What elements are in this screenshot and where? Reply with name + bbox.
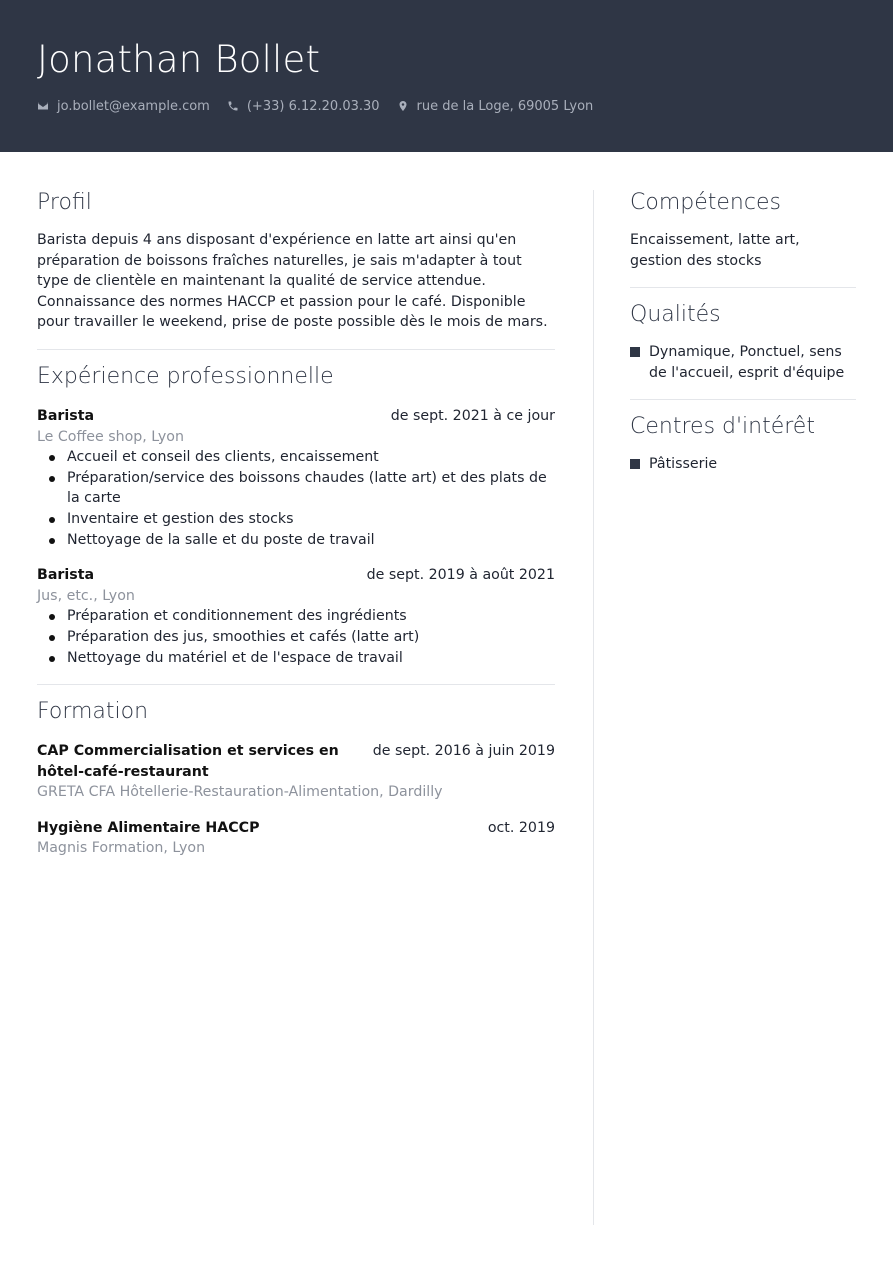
job-title: Barista bbox=[37, 567, 95, 584]
education-section bbox=[37, 697, 555, 859]
degree-date: oct. 2019 bbox=[487, 819, 555, 836]
job-date: de sept. 2021 à ce jour bbox=[390, 407, 555, 424]
section-divider bbox=[630, 399, 856, 400]
contact-bar bbox=[37, 96, 610, 116]
interest-item: Pâtisserie bbox=[630, 454, 856, 475]
task-item: Inventaire et gestion des stocks bbox=[37, 509, 555, 530]
contact-address bbox=[397, 99, 594, 114]
contact-address-text: rue de la Loge, 69005 Lyon bbox=[416, 98, 594, 114]
experience-entry bbox=[37, 406, 555, 550]
education-entry bbox=[37, 741, 555, 803]
task-item: Préparation/service des boissons chaudes (latte art) et des plats de la carte bbox=[37, 468, 555, 509]
interests-heading: Centres d'intérêt bbox=[630, 414, 815, 440]
qualities-list bbox=[630, 342, 856, 383]
task-item: Préparation des jus, smoothies et cafés (latte art) bbox=[37, 627, 555, 648]
side-column bbox=[630, 188, 856, 475]
job-title: Barista bbox=[37, 407, 95, 424]
section-divider bbox=[630, 287, 856, 288]
contact-email-text: jo.bollet@example.com bbox=[57, 98, 210, 114]
resume-header bbox=[0, 0, 893, 152]
candidate-name: Jonathan Bollet bbox=[37, 38, 321, 81]
task-item: Accueil et conseil des clients, encaissement bbox=[37, 447, 555, 468]
interests-section bbox=[630, 412, 856, 475]
section-divider bbox=[37, 684, 555, 685]
skills-text: Encaissement, latte art, gestion des stocks bbox=[630, 232, 800, 269]
column-divider bbox=[593, 190, 594, 1225]
education-entry bbox=[37, 818, 555, 859]
task-item: Nettoyage du matériel et de l'espace de travail bbox=[37, 648, 555, 669]
experience-section bbox=[37, 362, 555, 668]
contact-email bbox=[37, 99, 210, 114]
experience-heading: Expérience professionnelle bbox=[37, 363, 334, 389]
quality-item: Dynamique, Ponctuel, sens de l'accueil, esprit d'équipe bbox=[630, 342, 856, 383]
education-heading: Formation bbox=[37, 699, 149, 725]
job-date: de sept. 2019 à août 2021 bbox=[366, 567, 555, 584]
degree-school: GRETA CFA Hôtellerie-Restauration-Alimentation, Dardilly bbox=[37, 784, 443, 801]
degree-title: Hygiène Alimentaire HACCP bbox=[37, 819, 260, 836]
qualities-section bbox=[630, 300, 856, 383]
task-item: Nettoyage de la salle et du poste de travail bbox=[37, 530, 555, 551]
interests-list bbox=[630, 454, 856, 475]
section-divider bbox=[37, 349, 555, 350]
qualities-heading: Qualités bbox=[630, 302, 721, 328]
job-company: Le Coffee shop, Lyon bbox=[37, 428, 184, 445]
phone-icon bbox=[227, 100, 239, 112]
contact-phone bbox=[227, 99, 380, 114]
experience-entry bbox=[37, 565, 555, 668]
degree-date: de sept. 2016 à juin 2019 bbox=[372, 743, 555, 760]
main-column bbox=[37, 188, 555, 859]
degree-title: CAP Commercialisation et services en hôtel-café-restaurant bbox=[37, 743, 339, 780]
contact-phone-text: (+33) 6.12.20.03.30 bbox=[246, 98, 380, 114]
job-company: Jus, etc., Lyon bbox=[37, 587, 135, 604]
profile-section bbox=[37, 188, 555, 333]
profile-text: Barista depuis 4 ans disposant d'expérience en latte art ainsi qu'en préparation de boissons fraîches naturelles, je sais m'adapter à tout type de clientèle en maintenant la qualité de service attendue. Connaissance des normes HACCP et passion pour le café. Disponible pour travailler le weekend, prise de poste possible dès le mois de mars. bbox=[37, 232, 548, 331]
task-item: Préparation et conditionnement des ingrédients bbox=[37, 606, 555, 627]
profile-heading: Profil bbox=[37, 190, 92, 215]
degree-school: Magnis Formation, Lyon bbox=[37, 840, 206, 857]
job-tasks bbox=[37, 447, 555, 550]
job-tasks bbox=[37, 606, 555, 668]
skills-section bbox=[630, 188, 856, 271]
skills-heading: Compétences bbox=[630, 190, 781, 215]
location-pin-icon bbox=[397, 100, 409, 112]
mail-icon bbox=[37, 100, 49, 112]
